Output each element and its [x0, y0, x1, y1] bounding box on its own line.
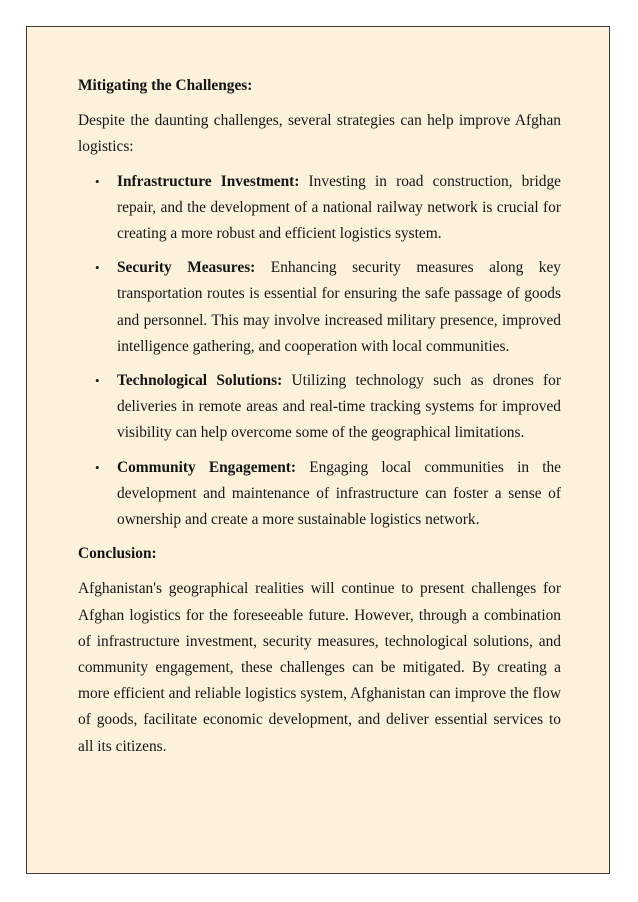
list-item [78, 169, 561, 248]
bullet-icon: • [95, 260, 100, 276]
conclusion-heading: Conclusion: [78, 545, 157, 563]
strategy-text: Utilizing technology such as drones for deliveries in remote areas and real-time tracking systems for improved visibility can help overcome some of the geographical limitations. [117, 372, 561, 442]
section-heading: Mitigating the Challenges: [78, 77, 253, 94]
page-content [78, 73, 561, 760]
strategy-text: Investing in road construction, bridge repair, and the development of a national railway network is crucial for creating a more robust and efficient logistics system. [117, 172, 561, 243]
conclusion-paragraph: Afghanistan's geographical realities will continue to present challenges for Afghan logistics for the foreseeable future. However, through a combination of infrastructure investment, security measures, technological solutions, and community engagement, these challenges can be mitigated. By creating a more efficient and reliable logistics system, Afghanistan can improve the flow of goods, facilitate economic development, and deliver essential services to all its citizens. [78, 580, 561, 755]
document-page [26, 26, 610, 874]
strategy-term: Technological Solutions: [117, 372, 283, 390]
intro-paragraph: Despite the daunting challenges, several strategies can help improve Afghan logistics: [78, 112, 561, 156]
list-item [78, 455, 561, 534]
bullet-icon: • [95, 459, 100, 475]
strategy-term: Infrastructure Investment: [117, 172, 300, 190]
strategy-term: Security Measures: [117, 259, 256, 277]
strategy-list [78, 169, 561, 534]
strategy-text: Engaging local communities in the development and maintenance of infrastructure can foster a sense of ownership and create a more sustainable logistics network. [117, 458, 561, 529]
strategy-term: Community Engagement: [117, 458, 297, 476]
list-item [78, 368, 561, 447]
bullet-icon: • [95, 173, 100, 189]
strategy-text: Enhancing security measures along key transportation routes is essential for ensuring the safe passage of goods and personnel. This may involve increased military presence, improved intelligence gathering, and cooperation with local communities. [117, 259, 561, 355]
bullet-icon: • [95, 373, 100, 389]
list-item [78, 255, 561, 360]
